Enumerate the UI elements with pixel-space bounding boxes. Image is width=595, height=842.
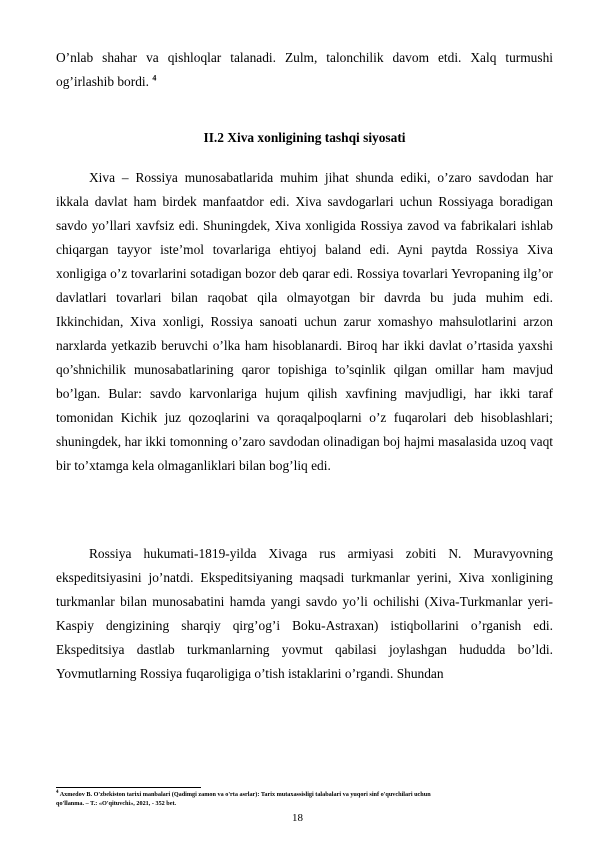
intro-text: O’nlab shahar va qishloqlar talanadi. Zulm, talonchilik davom etdi. Xalq turmushi og’irlashib bordi. — [56, 50, 553, 89]
footnote-ref: 4 — [152, 73, 157, 83]
footnote-line-2: qo'llanma. – T.: «O'qituvchi», 2021, - 352 bet. — [56, 800, 177, 807]
footnote-line-1: Axmedov B. O'zbekiston tarixi manbalari (Qadimgi zamon va o'rta asrlar): Tarix mutaxassisligi talabalari va yuqori sinf o'quvchilari uchun — [58, 791, 431, 798]
footnote — [56, 790, 553, 808]
page-number: 18 — [292, 812, 303, 824]
intro-paragraph — [56, 46, 553, 94]
paragraph-2: Rossiya hukumati-1819-yilda Xivaga rus armiyasi zobiti N. Muravyovning ekspeditsiyasini jo’natdi. Ekspeditsiyaning maqsadi turkmanlar yerini, Xiva xonligining turkmanlar bilan munosabatini hamda yangi savdo yo’li ochilishi (Xiva-Turkmanlar yeri-Kaspiy dengizining sharqiy qirg’og’i Boku-Astraxan) istiqbollarini o’rganish edi. Ekspeditsiya dastlab turkmanlarning yovmut qabilasi joylashgan hududda bo’ldi. Yovmutlarning Rossiya fuqaroligiga o’tish istaklarini o’rgandi. Shundan — [56, 546, 553, 681]
paragraph-1: Xiva – Rossiya munosabatlarida muhim jihat shunda ediki, o’zaro savdodan har ikkala davlat ham birdek manfaatdor edi. Xiva savdogarlari uchun Rossiyaga boradigan savdo yo’llari xavfsiz edi. Shuningdek, Xiva xonligida Rossiya zavod va fabrikalari ishlab chiqargan tayyor iste’mol tovarlariga ehtiyoj baland edi. Ayni paytda Rossiya Xiva xonligiga o’z tovarlarini sotadigan bozor deb qarar edi. Rossiya tovarlari Yevropaning ilg’or davlatlari tovarlari bilan raqobat qila olmayotgan bir davrda bu juda muhim edi. Ikkinchidan, Xiva xonligi, Rossiya sanoati uchun zarur xomashyo mahsulotlarini arzon narxlarda yetkazib beruvchi o’lka ham hisoblanardi. Biroq har ikki davlat o’rtasida yaxshi qo’shnichilik munosabatlarining qaror topishiga to’sqinlik qilgan omillar ham mavjud bo’lgan. Bular: savdo karvonlariga hujum qilish xavfining mavjudligi, har ikki taraf tomonidan Kichik juz qozoqlarini va qoraqalpoqlarni o’z fuqarolari deb hisoblashlari; shuningdek, har ikki tomonning o’zaro savdodan olinadigan boj hajmi masalasida uzoq vaqt bir to’xtamga kela olmaganliklari bilan bog’liq edi. — [56, 170, 553, 473]
section-heading: II.2 Xiva xonligining tashqi siyosati — [203, 130, 406, 145]
footnote-divider — [56, 787, 201, 788]
footnote-number: 4 — [56, 789, 59, 795]
